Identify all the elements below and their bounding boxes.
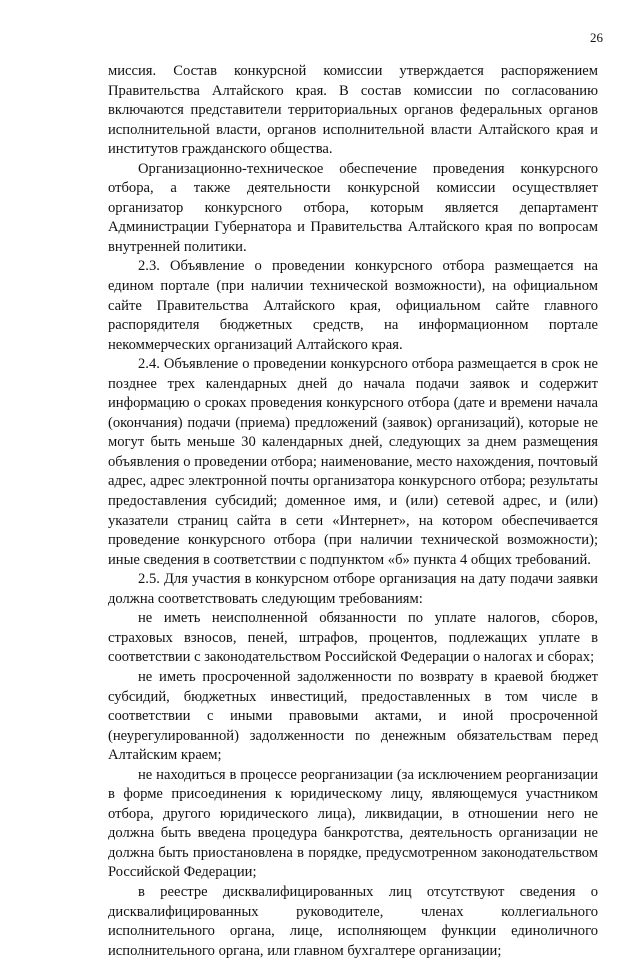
paragraph-2-5-requirements: 2.5. Для участия в конкурсном отборе организация на дату подачи заявки должна соответствовать следующим требованиям: <box>108 571 598 607</box>
paragraph-2-4-announcement-terms: 2.4. Объявление о проведении конкурсного отбора размещается в срок не позднее трех календарных дней до начала подачи заявок и содержит информацию о сроках проведения конкурсного отбора (дате и времени начала (окончания) подачи (приема) предложений (заявок) организаций), которые не могут быть меньше 30 календарных дней, следующих за днем размещения объявления о проведении отбора; наименование, место нахождения, почтовый адрес, адрес электронной почты организатора конкурсного отбора; результаты предоставления субсидий; доменное имя, и (или) сетевой адрес, и (или) указатели страниц сайта в сети «Интернет», на котором обеспечивается проведение конкурсного отбора (при наличии технической возможности); иные сведения в соответствии с подпунктом «б» пункта 4 общих требований. <box>108 356 598 568</box>
requirement-no-overdue-debt: не иметь просроченной задолженности по возврату в краевой бюджет субсидий, бюджетных инвестиций, предоставленных в том числе в соответствии с иными правовыми актами, и иной просроченной (неурегулированной) задолженности по денежным обязательствам перед Алтайским краем; <box>108 668 598 764</box>
requirement-no-disqualified-persons: в реестре дисквалифицированных лиц отсутствуют сведения о дисквалифицированных руководителе, членах коллегиального исполнительного органа, лице, исполняющем функции единоличного исполнительного органа, или главном бухгалтере организации; <box>108 883 598 959</box>
paragraph-commission-composition: миссия. Состав конкурсной комиссии утверждается распоряжением Правительства Алтайского края. В состав комиссии по согласованию включаются представители территориальных органов федеральных органов исполнительной власти, органов исполнительной власти Алтайского края и институтов гражданского общества. <box>108 63 598 158</box>
page-number: 26 <box>590 30 603 45</box>
requirement-no-tax-debt: не иметь неисполненной обязанности по уплате налогов, сборов, страховых взносов, пеней, штрафов, процентов, подлежащих уплате в соответствии с законодательством Российской Федерации о налогах и сборах; <box>108 610 598 666</box>
requirement-no-reorganization: не находиться в процессе реорганизации (за исключением реорганизации в форме присоединения к юридическому лицу, являющемуся участником отбора, другого юридического лица), ликвидации, в отношении него не должна быть введена процедура банкротства, деятельность организации не должна быть приостановлена в порядке, предусмотренном законодательством Российской Федерации; <box>108 766 598 881</box>
paragraph-organizational-support: Организационно-техническое обеспечение проведения конкурсного отбора, а также деятельности конкурсной комиссии осуществляет организатор конкурсного отбора, которым является департамент Администрации Губернатора и Правительства Алтайского края по вопросам внутренней политики. <box>108 160 598 255</box>
document-body <box>108 62 598 961</box>
paragraph-2-3-announcement-placement: 2.3. Объявление о проведении конкурсного отбора размещается на едином портале (при наличии технической возможности), на официальном сайте Правительства Алтайского края, официальном сайте главного распорядителя бюджетных средств, на информационном портале некоммерческих организаций Алтайского края. <box>108 258 598 353</box>
